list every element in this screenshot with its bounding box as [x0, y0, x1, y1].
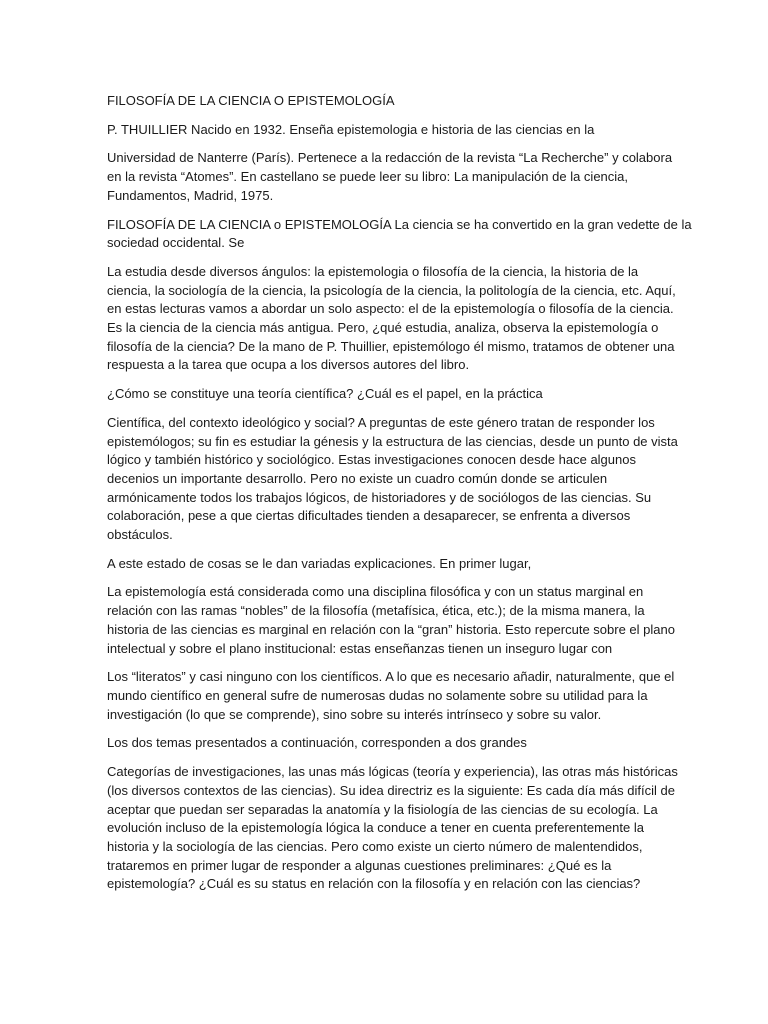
document-title: FILOSOFÍA DE LA CIENCIA O EPISTEMOLOGÍA — [107, 93, 395, 108]
paragraph-line: epistemólogos; su fin es estudiar la génesis y la estructura de las ciencias, desde un punto de vista — [107, 433, 678, 449]
paragraph — [107, 555, 667, 574]
paragraph-line: Categorías de investigaciones, las unas más lógicas (teoría y experiencia), las otras más históricas — [107, 764, 678, 780]
paragraph-line: La epistemología está considerada como una disciplina filosófica y con un status marginal en — [107, 584, 644, 600]
paragraph-line: Universidad de Nanterre (París). Pertenece a la redacción de la revista “La Recherche” y colabora — [107, 150, 673, 166]
paragraph-line: ¿Cómo se constituye una teoría científica? ¿Cuál es el papel, en la práctica — [107, 386, 543, 402]
paragraph-line: mundo científico en general sufre de numerosas dudas no solamente sobre su utilidad para la — [107, 687, 648, 703]
paragraph — [107, 149, 673, 205]
paragraph-line: (los diversos contextos de las ciencias). Su idea directriz es la siguiente: Es cada día más difícil de — [107, 782, 675, 798]
paragraph — [107, 668, 675, 724]
paragraph-line: en la revista “Atomes”. En castellano se puede leer su libro: La manipulación de la ciencia, — [107, 169, 629, 185]
paragraph-list — [107, 121, 692, 894]
paragraph-line: en estas lecturas vamos a abordar un solo aspecto: el de la epistemología o filosofía de la ciencia. — [107, 301, 674, 317]
paragraph-line: epistemología? ¿Cuál es su status en relación con la filosofía y en relación con las ciencias? — [107, 876, 641, 892]
paragraph-line: historia de las ciencias es marginal en relación con la “gran” historia. Esto repercute sobre el plano — [107, 621, 675, 637]
paragraph-line: Los dos temas presentados a continuación, corresponden a dos grandes — [107, 735, 527, 751]
paragraph — [107, 121, 667, 140]
paragraph-line: obstáculos. — [107, 527, 173, 543]
paragraph-line: intelectual y sobre el plano institucional: estas enseñanzas tienen un inseguro lugar con — [107, 640, 613, 656]
paragraph-line: FILOSOFÍA DE LA CIENCIA o EPISTEMOLOGÍA La ciencia se ha convertido en la gran vedette de la — [107, 216, 692, 232]
paragraph-line: trataremos en primer lugar de responder a algunas cuestiones preliminares: ¿Qué es la — [107, 857, 612, 873]
paragraph-line: investigación (lo que se comprende), sino sobre su interés intrínseco y sobre su valor. — [107, 706, 602, 722]
paragraph-line: decenios un importante desarrollo. Pero no existe un cuadro común donde se articulen — [107, 470, 608, 486]
paragraph-line: evolución incluso de la epistemología lógica la conduce a tener en cuenta preferentemente la — [107, 820, 644, 836]
paragraph-line: colaboración, pese a que ciertas dificultades tienden a desaparecer, se enfrenta a diversos — [107, 508, 631, 524]
paragraph — [107, 734, 667, 753]
paragraph-line: ciencia, la sociología de la ciencia, la psicología de la ciencia, la politología de la ciencia, etc. Aquí, — [107, 282, 676, 298]
paragraph-line: P. THUILLIER Nacido en 1932. Enseña epistemologia e historia de las ciencias en la — [107, 121, 595, 137]
document-body — [107, 92, 692, 904]
paragraph-line: lógico y también histórico y sociológico. Estas investigaciones conocen desde hace algunos — [107, 452, 636, 468]
paragraph-line: sociedad occidental. Se — [107, 235, 245, 251]
paragraph — [107, 385, 667, 404]
paragraph — [107, 583, 675, 658]
paragraph-line: Los “literatos” y casi ninguno con los científicos. A lo que es necesario añadir, naturalmente, que el — [107, 669, 675, 685]
paragraph-line: respuesta a la tarea que ocupa a los diversos autores del libro. — [107, 357, 470, 373]
paragraph-line: aceptar que puedan ser separadas la anatomía y la fisiología de las ciencias de su ecología. La — [107, 801, 658, 817]
paragraph-line: relación con las ramas “nobles” de la filosofía (metafísica, ética, etc.); de la misma manera, la — [107, 603, 645, 619]
paragraph-line: A este estado de cosas se le dan variadas explicaciones. En primer lugar, — [107, 555, 532, 571]
paragraph-line: Es la ciencia de la ciencia más antigua. Pero, ¿qué estudia, analiza, observa la epistemología o — [107, 320, 659, 336]
paragraph-line: filosofía de la ciencia? De la mano de P. Thuillier, epistemólogo él mismo, tratamos de obtener una — [107, 338, 675, 354]
paragraph-line: La estudia desde diversos ángulos: la epistemologia o filosofía de la ciencia, la historia de la — [107, 263, 639, 279]
paragraph-line: historia y la sociología de las ciencias. Pero como existe un cierto número de malentendidos, — [107, 838, 643, 854]
paragraph — [107, 263, 676, 375]
paragraph-line: Fundamentos, Madrid, 1975. — [107, 187, 274, 203]
paragraph-line: armónicamente todos los trabajos lógicos, de historiadores y de sociólogos de las ciencias. Su — [107, 489, 652, 505]
paragraph-line: Científica, del contexto ideológico y social? A preguntas de este género tratan de responder los — [107, 414, 655, 430]
paragraph — [107, 414, 678, 545]
paragraph — [107, 763, 678, 894]
paragraph — [107, 216, 692, 253]
